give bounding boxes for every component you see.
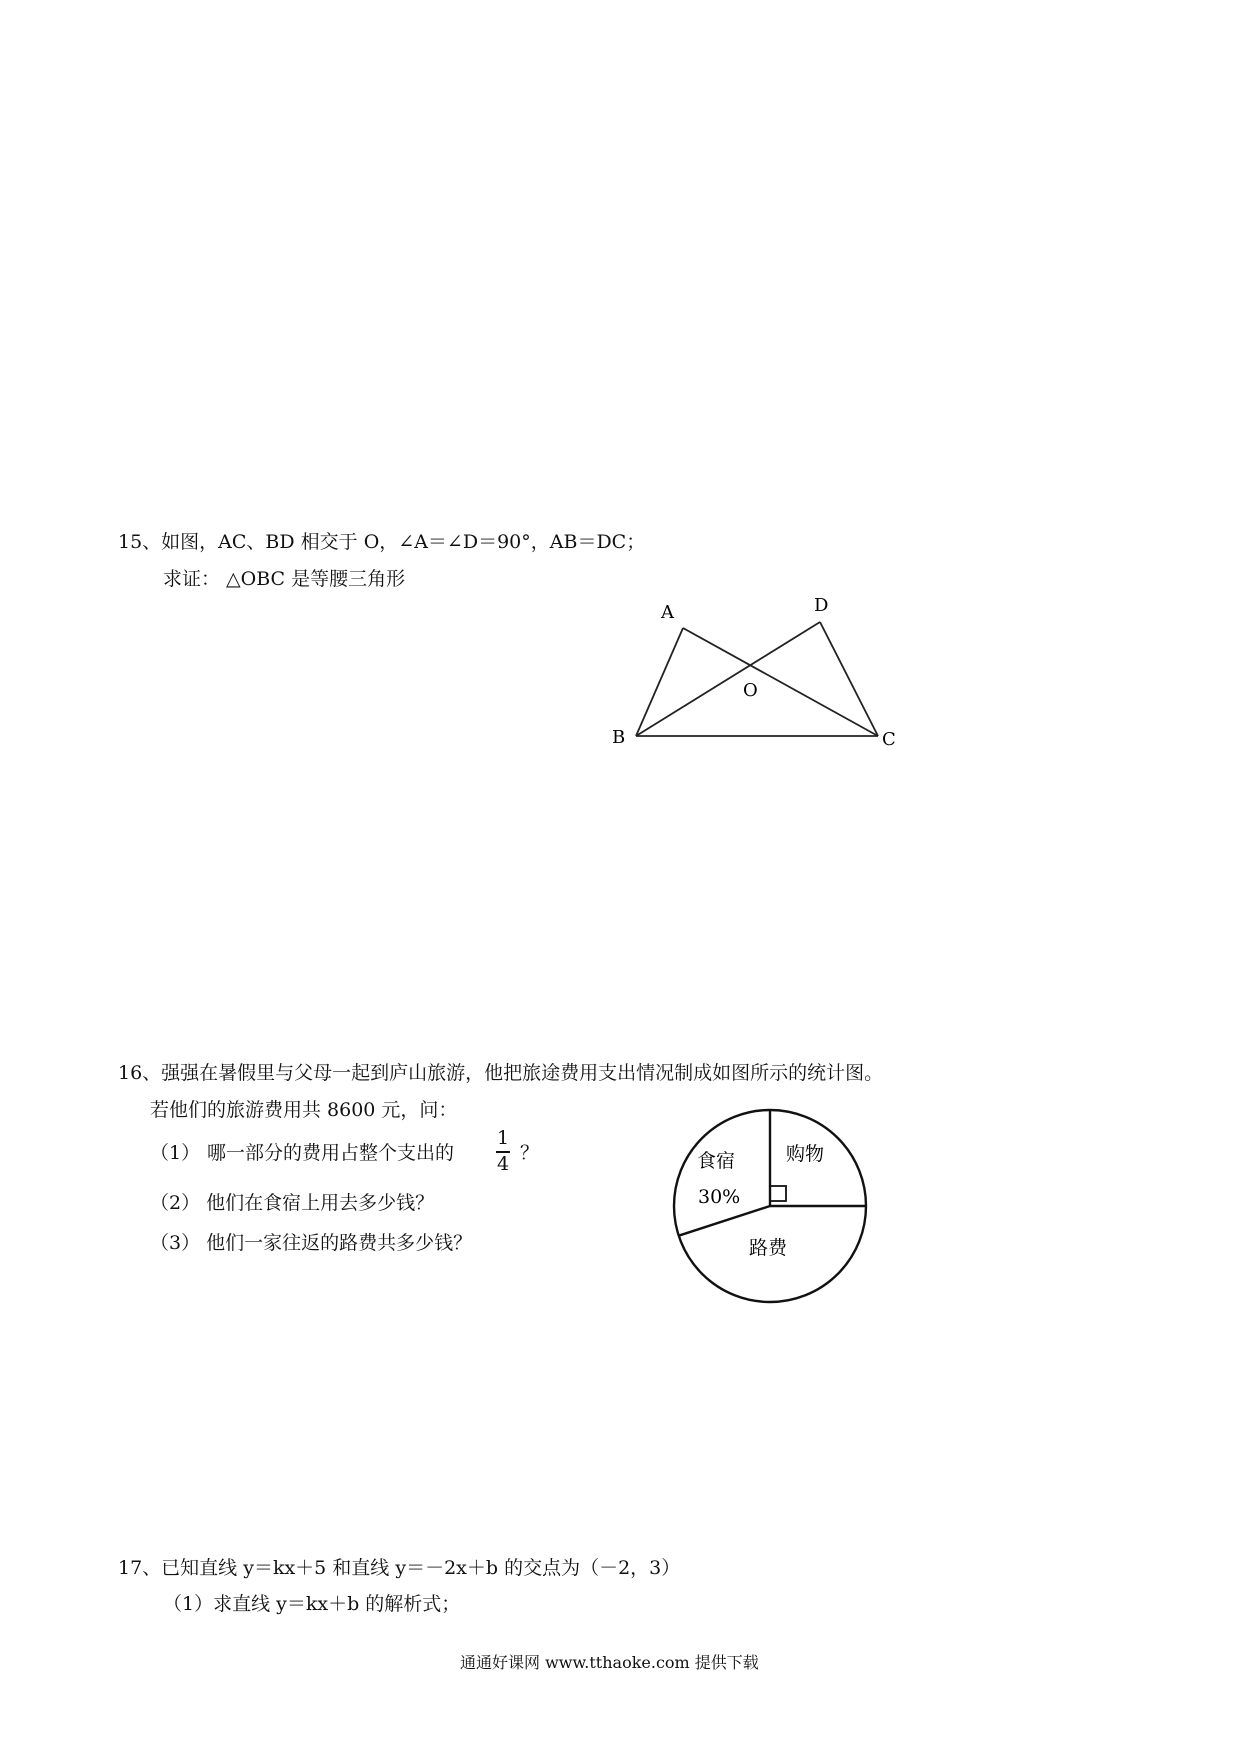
fraction-numerator: 1 <box>496 1127 510 1149</box>
page-footer: 通通好课网 www.tthaoke.com 提供下载 <box>460 1653 759 1672</box>
segment-ab <box>636 628 683 736</box>
fraction-denominator: 4 <box>496 1153 510 1175</box>
right-angle-marker <box>770 1186 786 1201</box>
segment-bd <box>636 622 820 736</box>
q15-line1: 15、如图，AC、BD 相交于 O，∠A＝∠D＝90°，AB＝DC； <box>118 531 646 553</box>
pie-label-food: 食宿 <box>697 1150 736 1172</box>
q16-sub1-text: 哪一部分的费用占整个支出的 <box>207 1142 455 1164</box>
q16-sub2: （2） 他们在食宿上用去多少钱？ <box>150 1192 435 1214</box>
pie-label-food-pct: 30% <box>698 1186 741 1208</box>
q16-sub1-end: ？ <box>520 1142 540 1164</box>
segment-ac <box>683 628 878 736</box>
q16-sub3: （3） 他们一家往返的路费共多少钱？ <box>150 1232 473 1254</box>
pie-label-shopping: 购物 <box>786 1143 825 1165</box>
point-label-b: B <box>612 727 626 748</box>
pie-label-travel: 路费 <box>749 1237 788 1259</box>
pie-boundary-lower-left <box>679 1206 770 1236</box>
q15-line2: 求证： △OBC 是等腰三角形 <box>163 568 406 590</box>
q16-line1: 16、强强在暑假里与父母一起到庐山旅游，他把旅途费用支出情况制成如图所示的统计图。 <box>118 1062 884 1084</box>
q17-line1: 17、已知直线 y＝kx＋5 和直线 y＝－2x＋b 的交点为（－2，3） <box>118 1557 681 1579</box>
pie-outline <box>674 1110 866 1302</box>
point-label-d: D <box>814 595 829 616</box>
q16-sub1-num: （1） <box>150 1142 201 1164</box>
segment-cd <box>820 622 878 736</box>
q17-sub1: （1）求直线 y＝kx＋b 的解析式； <box>163 1593 461 1615</box>
q16-line2: 若他们的旅游费用共 8600 元，问： <box>150 1099 458 1121</box>
point-label-c: C <box>882 729 896 750</box>
point-label-o: O <box>743 680 758 701</box>
point-label-a: A <box>661 602 674 623</box>
